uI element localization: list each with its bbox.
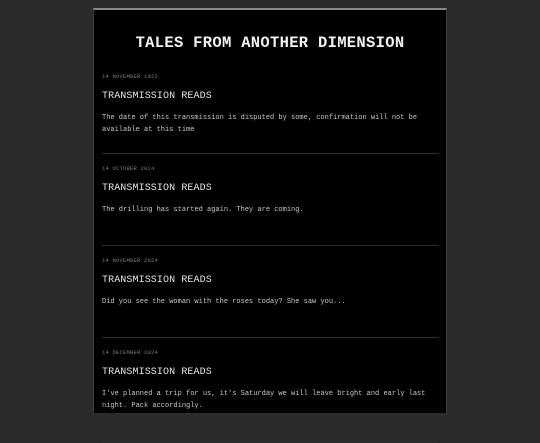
post-title-link[interactable]: TRANSMISSION READS xyxy=(102,91,212,102)
post-date: 14 OCTOBER 2024 xyxy=(102,165,155,172)
post-list xyxy=(102,72,438,443)
post-body: I've planned a trip for us, it's Saturday we will leave bright and early last night. Pack accordingly. xyxy=(102,390,426,410)
post-body: The date of this transmission is disputed by some, confirmation will not be available at this time xyxy=(102,114,418,134)
post-date: 14 DECEMBER 2024 xyxy=(102,349,159,356)
post-item xyxy=(102,256,438,338)
post-body: The drilling has started again. They are coming. xyxy=(102,206,304,214)
post-title-link[interactable]: TRANSMISSION READS xyxy=(102,367,212,378)
site-title: TALES FROM ANOTHER DIMENSION xyxy=(135,34,405,52)
post-date: 14 NOVEMBER 1922 xyxy=(102,73,159,80)
post-item xyxy=(102,348,438,443)
content-panel xyxy=(93,8,447,413)
post-date: 14 NOVEMBER 2024 xyxy=(102,257,159,264)
post-item xyxy=(102,164,438,246)
post-item xyxy=(102,72,438,154)
post-title-link[interactable]: TRANSMISSION READS xyxy=(102,183,212,194)
post-body: Did you see the woman with the roses today? She saw you... xyxy=(102,298,346,306)
post-title-link[interactable]: TRANSMISSION READS xyxy=(102,275,212,286)
